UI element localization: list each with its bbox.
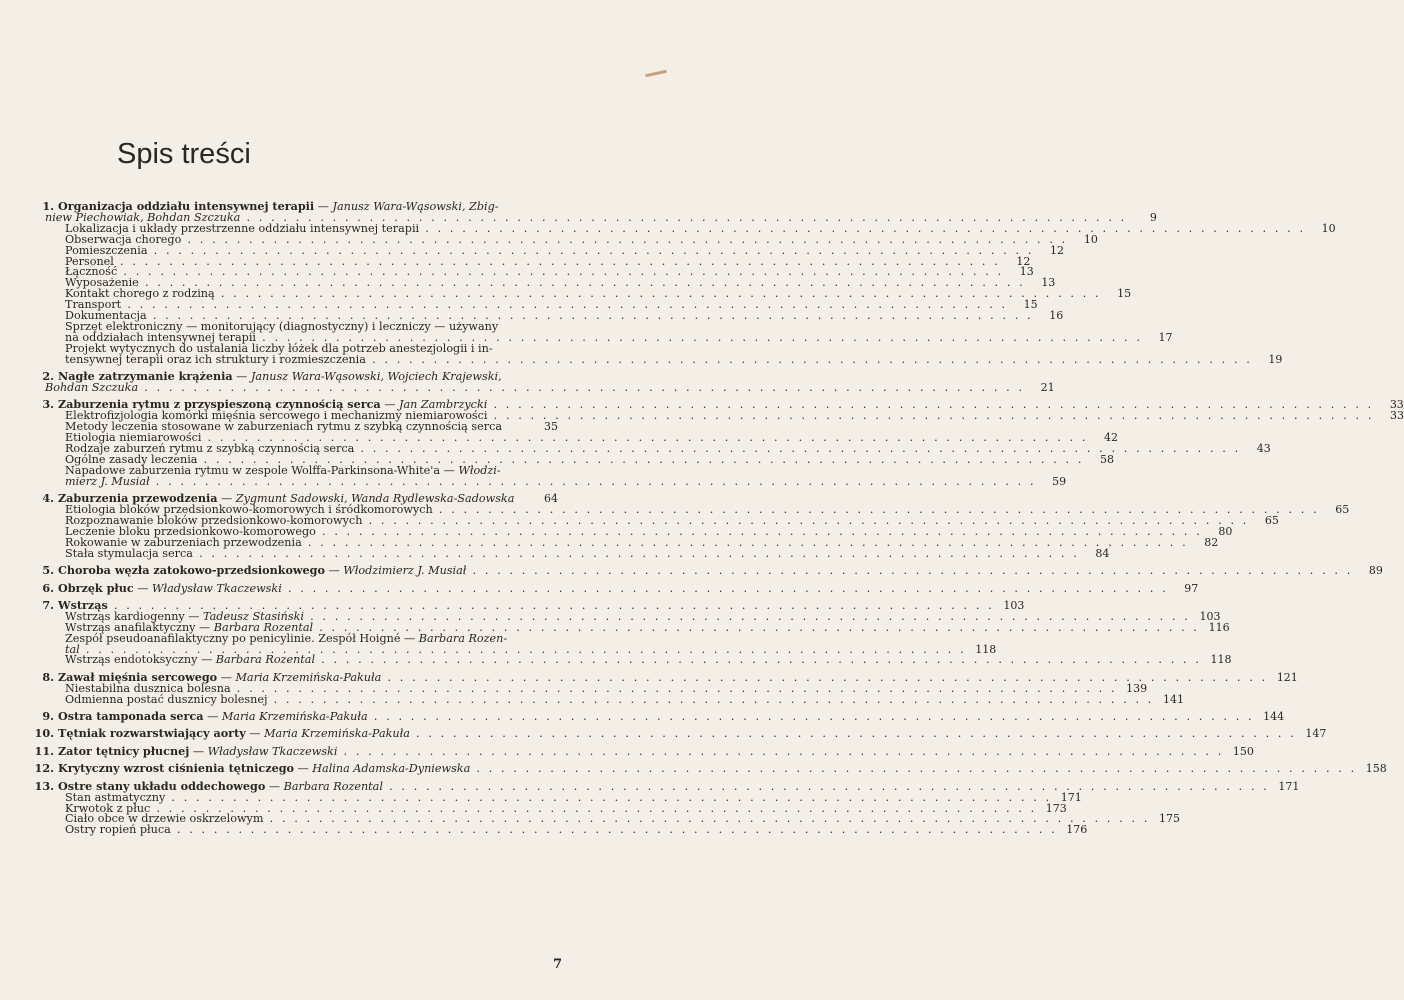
dot-leader <box>410 727 1297 740</box>
section-title: Niestabilna dusznica bolesna <box>65 681 231 695</box>
entry-page-number: 171 <box>1060 790 1082 804</box>
entry-text <box>42 563 1353 578</box>
entry-page-number: 103 <box>1003 598 1025 612</box>
entry-page-number: 80 <box>1218 524 1233 538</box>
entry-page-number: 84 <box>1095 546 1110 560</box>
dot-leader <box>470 762 1357 775</box>
entry-page-number: 150 <box>1232 744 1254 758</box>
entry-text <box>34 726 1296 741</box>
section-title: Sprzęt elektroniczny — monitorujący (diagnostyczny) i leczniczy — używany <box>65 319 499 333</box>
chapter-title: Zaburzenia rytmu z przyspieszoną czynnością serca <box>58 397 381 412</box>
chapter-number: 2. <box>42 369 54 384</box>
toc-chapter-entry[interactable] <box>42 580 1199 595</box>
toc-section-entry[interactable] <box>58 653 1232 667</box>
chapter-title: Krytyczny wzrost ciśnienia tętniczego <box>58 761 294 776</box>
chapter-authors-cont: niew Piechowiak, Bohdan Szczuka <box>45 210 241 224</box>
entry-page-number: 15 <box>1117 287 1132 301</box>
section-title: Ciało obce w drzewie oskrzelowym <box>65 812 264 826</box>
toc-section-entry[interactable] <box>58 546 1110 560</box>
page-number: 7 <box>553 957 563 972</box>
chapter-number: 5. <box>42 563 54 578</box>
entry-page-number: 118 <box>1210 653 1232 667</box>
section-title: Rokowanie w zaburzeniach przewodzenia <box>65 535 302 549</box>
chapter-number: 1. <box>42 199 54 213</box>
entry-page-number: 10 <box>1321 221 1336 235</box>
section-title: Krwotok z płuc <box>65 801 151 815</box>
entry-page-number: 144 <box>1263 710 1285 724</box>
section-title: Transport <box>65 298 122 312</box>
entry-text <box>65 546 1079 560</box>
entry-page-number: 141 <box>1162 692 1184 706</box>
entry-page-number: 59 <box>1052 474 1067 488</box>
toc-chapter-continuation[interactable] <box>45 381 1055 394</box>
entry-page-number: 12 <box>1050 243 1064 257</box>
dash: — <box>217 670 236 684</box>
section-title: Napadowe zaburzenia rytmu w zespole Wolffa-Parkinsona-White'a — <box>65 463 455 477</box>
entry-page-number: 15 <box>1023 298 1038 312</box>
entry-page-number: 171 <box>1278 779 1300 793</box>
section-authors: Barbara Rozental <box>215 653 316 667</box>
toc-section-entry[interactable] <box>58 823 1088 837</box>
entry-text <box>45 383 1025 394</box>
chapter-number: 11. <box>34 743 54 758</box>
dash: — <box>195 620 214 634</box>
entry-text <box>65 825 1057 836</box>
entry-page-number: 16 <box>1049 309 1064 323</box>
dash: — <box>265 779 284 793</box>
section-authors: Barbara Rozental <box>213 620 314 634</box>
toc-section-continuation[interactable] <box>58 352 1283 366</box>
dash: — <box>324 564 344 578</box>
entry-page-number: 10 <box>1083 232 1098 246</box>
chapter-number: 9. <box>42 709 54 724</box>
dash: — <box>293 762 313 776</box>
section-title: Wstrząs endotoksyczny <box>65 653 198 667</box>
entry-page-number: 43 <box>1256 442 1271 456</box>
entry-page-number: 65 <box>1335 503 1350 517</box>
section-title: Odmienna postać dusznicy bolesnej <box>65 692 268 706</box>
entry-page-number: 33 <box>1390 409 1404 423</box>
chapter-authors: Maria Krzemińska-Pakuła <box>264 727 410 741</box>
dot-leader <box>315 653 1202 666</box>
chapter-authors: Maria Krzemińska-Pakuła <box>235 670 382 684</box>
section-title: Rozpoznawanie bloków przedsionkowo-komorowych <box>65 513 363 527</box>
section-title: Etiologia niemiarowości <box>65 431 202 445</box>
entry-text <box>65 474 1036 488</box>
section-authors-cont: tal <box>65 642 80 656</box>
table-of-contents <box>34 199 1404 837</box>
chapter-authors: Halina Adamska-Dyniewska <box>312 762 471 776</box>
entry-page-number: 9 <box>1149 210 1157 224</box>
dash: — <box>189 744 208 758</box>
entry-page-number: 97 <box>1184 581 1199 595</box>
dash: — <box>232 370 251 384</box>
section-title: Ogólne zasady leczenia <box>65 452 198 466</box>
chapter-authors: Włodzimierz J. Musiał <box>343 564 467 578</box>
dot-leader <box>366 353 1253 366</box>
section-authors: Barbara Rozen- <box>418 631 508 645</box>
section-authors-cont: mierz J. Musiał <box>65 474 150 488</box>
section-title: Stan astmatyczny <box>65 790 166 804</box>
dash: — <box>133 581 152 595</box>
page-title: Spis treści <box>117 138 251 170</box>
toc-section-continuation[interactable] <box>58 474 1067 488</box>
dot-leader <box>171 823 1058 836</box>
entry-page-number: 82 <box>1204 535 1219 549</box>
chapter-authors: Jan Zambrzycki <box>398 398 488 412</box>
entry-page-number: 103 <box>1199 609 1221 623</box>
entry-page-number: 35 <box>544 420 558 434</box>
section-title: Łączność <box>65 265 118 279</box>
chapter-number: 8. <box>42 669 54 684</box>
entry-page-number: 176 <box>1066 823 1088 837</box>
section-title: Elektrofizjologia komórki mięśnia sercowego i mechanizmy niemiarowości <box>65 409 488 423</box>
dash: — <box>245 727 265 741</box>
section-title: Zespół pseudoanafilaktyczny po penicylinie. Zespół Hoigné — <box>65 631 416 645</box>
chapter-title: Choroba węzła zatokowo-przedsionkowego <box>58 563 325 578</box>
section-title: Pomieszczenia <box>65 243 148 257</box>
toc-chapter-entry[interactable] <box>42 563 1383 578</box>
section-title: Projekt wytycznych do ustalania liczby łóżek dla potrzeb anestezjologii i in- <box>65 341 493 355</box>
section-title: Wyposażenie <box>65 276 139 290</box>
dash: — <box>197 653 216 667</box>
chapter-number: 7. <box>42 597 54 612</box>
section-title: Wstrząs kardiogenny <box>65 609 185 623</box>
dot-leader <box>267 693 1154 706</box>
section-title: Leczenie bloku przedsionkowo-komorowego <box>65 524 316 538</box>
entry-page-number: 147 <box>1305 727 1327 741</box>
dot-leader <box>466 564 1353 577</box>
chapter-authors: Zygmunt Sadowski, Wanda Rydlewska-Sadowska <box>235 492 515 506</box>
section-title: Kontakt chorego z rodziną <box>65 287 215 301</box>
section-title: Personel <box>65 254 114 268</box>
toc-chapter-entry[interactable] <box>34 726 1327 741</box>
entry-page-number: 139 <box>1126 681 1148 695</box>
entry-page-number: 13 <box>1041 276 1056 290</box>
entry-page-number: 19 <box>1268 352 1283 366</box>
entry-page-number: 17 <box>1158 330 1173 344</box>
chapter-authors: Maria Krzemińska-Pakuła <box>221 710 368 724</box>
entry-text <box>65 352 1252 366</box>
chapter-authors: Barbara Rozental <box>283 779 383 793</box>
dash: — <box>380 398 399 412</box>
entry-page-number: 121 <box>1276 670 1298 684</box>
entry-text <box>65 692 1154 706</box>
entry-page-number: 158 <box>1365 762 1387 776</box>
toc-chapter-entry[interactable] <box>42 709 1285 724</box>
section-title: Obserwacja chorego <box>65 232 182 246</box>
chapter-authors: Janusz Wara-Wąsowski, Wojciech Krajewski, <box>250 370 502 384</box>
chapter-title: Ostra tamponada serca <box>58 709 204 724</box>
section-title: Metody leczenia stosowane w zaburzeniach rytmu z szybką czynnością serca <box>65 420 503 434</box>
entry-page-number: 12 <box>1016 254 1031 268</box>
entry-page-number: 65 <box>1264 513 1279 527</box>
chapter-number: 4. <box>42 491 54 506</box>
section-title: Dokumentacja <box>65 309 147 323</box>
paper-mark <box>645 70 667 78</box>
dot-leader <box>150 475 1037 488</box>
chapter-title: Obrzęk płuc <box>58 580 134 595</box>
chapter-title: Zawał mięśnia sercowego <box>58 669 218 684</box>
entry-text <box>34 743 1224 758</box>
entry-text <box>65 655 1202 666</box>
dot-leader <box>282 582 1169 595</box>
entry-page-number: 58 <box>1099 452 1114 466</box>
entry-page-number: 89 <box>1368 564 1383 578</box>
section-authors: Tadeusz Stasiński <box>203 609 304 623</box>
chapter-title: Nagłe zatrzymanie krążenia <box>58 369 233 384</box>
entry-page-number: 64 <box>544 492 558 506</box>
chapter-number: 13. <box>34 778 54 793</box>
chapter-title: Zaburzenia przewodzenia <box>58 491 218 506</box>
chapter-title: Organizacja oddziału intensywnej terapii <box>58 199 315 213</box>
chapter-title: Ostre stany układu oddechowego <box>58 778 266 793</box>
entry-text <box>42 709 1254 724</box>
toc-section-entry[interactable] <box>58 692 1184 706</box>
dash: — <box>217 492 236 506</box>
section-title: Etiologia bloków przedsionkowo-komorowych i śródkomorowych <box>65 503 433 517</box>
entry-page-number: 173 <box>1045 801 1067 815</box>
toc-chapter-entry[interactable] <box>34 761 1387 776</box>
section-title-cont: na oddziałach intensywnej terapii <box>65 330 257 344</box>
chapter-number: 6. <box>42 580 54 595</box>
dot-leader <box>337 745 1224 758</box>
dash: — <box>184 609 204 623</box>
dot-leader <box>488 409 1375 422</box>
section-title: Stała stymulacja serca <box>65 546 193 560</box>
section-authors: Włodzi- <box>458 463 501 477</box>
section-title: Lokalizacja i układy przestrzenne oddziału intensywnej terapii <box>65 221 420 235</box>
chapter-number: 3. <box>42 397 54 412</box>
chapter-authors: Janusz Wara-Wąsowski, Zbig- <box>332 200 499 213</box>
entry-text <box>34 761 1357 776</box>
dash: — <box>314 200 333 213</box>
chapter-authors: Władysław Tkaczewski <box>207 744 338 758</box>
chapter-number: 10. <box>34 726 54 741</box>
entry-page-number: 42 <box>1104 431 1118 445</box>
dash: — <box>203 710 222 724</box>
section-title: Wstrząs anafilaktyczny <box>65 620 196 634</box>
entry-page-number: 175 <box>1159 812 1180 826</box>
entry-page-number: 33 <box>1389 398 1404 412</box>
chapter-title: Wstrząs <box>58 597 108 612</box>
chapter-title: Zator tętnicy płucnej <box>58 743 190 758</box>
dot-leader <box>193 547 1080 560</box>
entry-page-number: 21 <box>1040 381 1055 394</box>
toc-chapter-entry[interactable] <box>34 743 1254 758</box>
dot-leader <box>368 710 1255 723</box>
dot-leader <box>138 381 1025 394</box>
chapter-authors: Władysław Tkaczewski <box>151 581 282 595</box>
chapter-number: 12. <box>34 761 54 776</box>
entry-page-number: 116 <box>1208 620 1230 634</box>
entry-page-number: 118 <box>975 642 997 656</box>
section-title: Ostry ropień płuca <box>65 823 171 837</box>
entry-page-number: 13 <box>1019 265 1034 279</box>
chapter-authors-cont: Bohdan Szczuka <box>45 381 139 394</box>
chapter-title: Tętniak rozwarstwiający aorty <box>58 726 246 741</box>
entry-text <box>42 580 1168 595</box>
section-title: Rodzaje zaburzeń rytmu z szybką czynnością serca <box>65 442 355 456</box>
section-title-cont: tensywnej terapii oraz ich struktury i rozmieszczenia <box>65 352 366 366</box>
